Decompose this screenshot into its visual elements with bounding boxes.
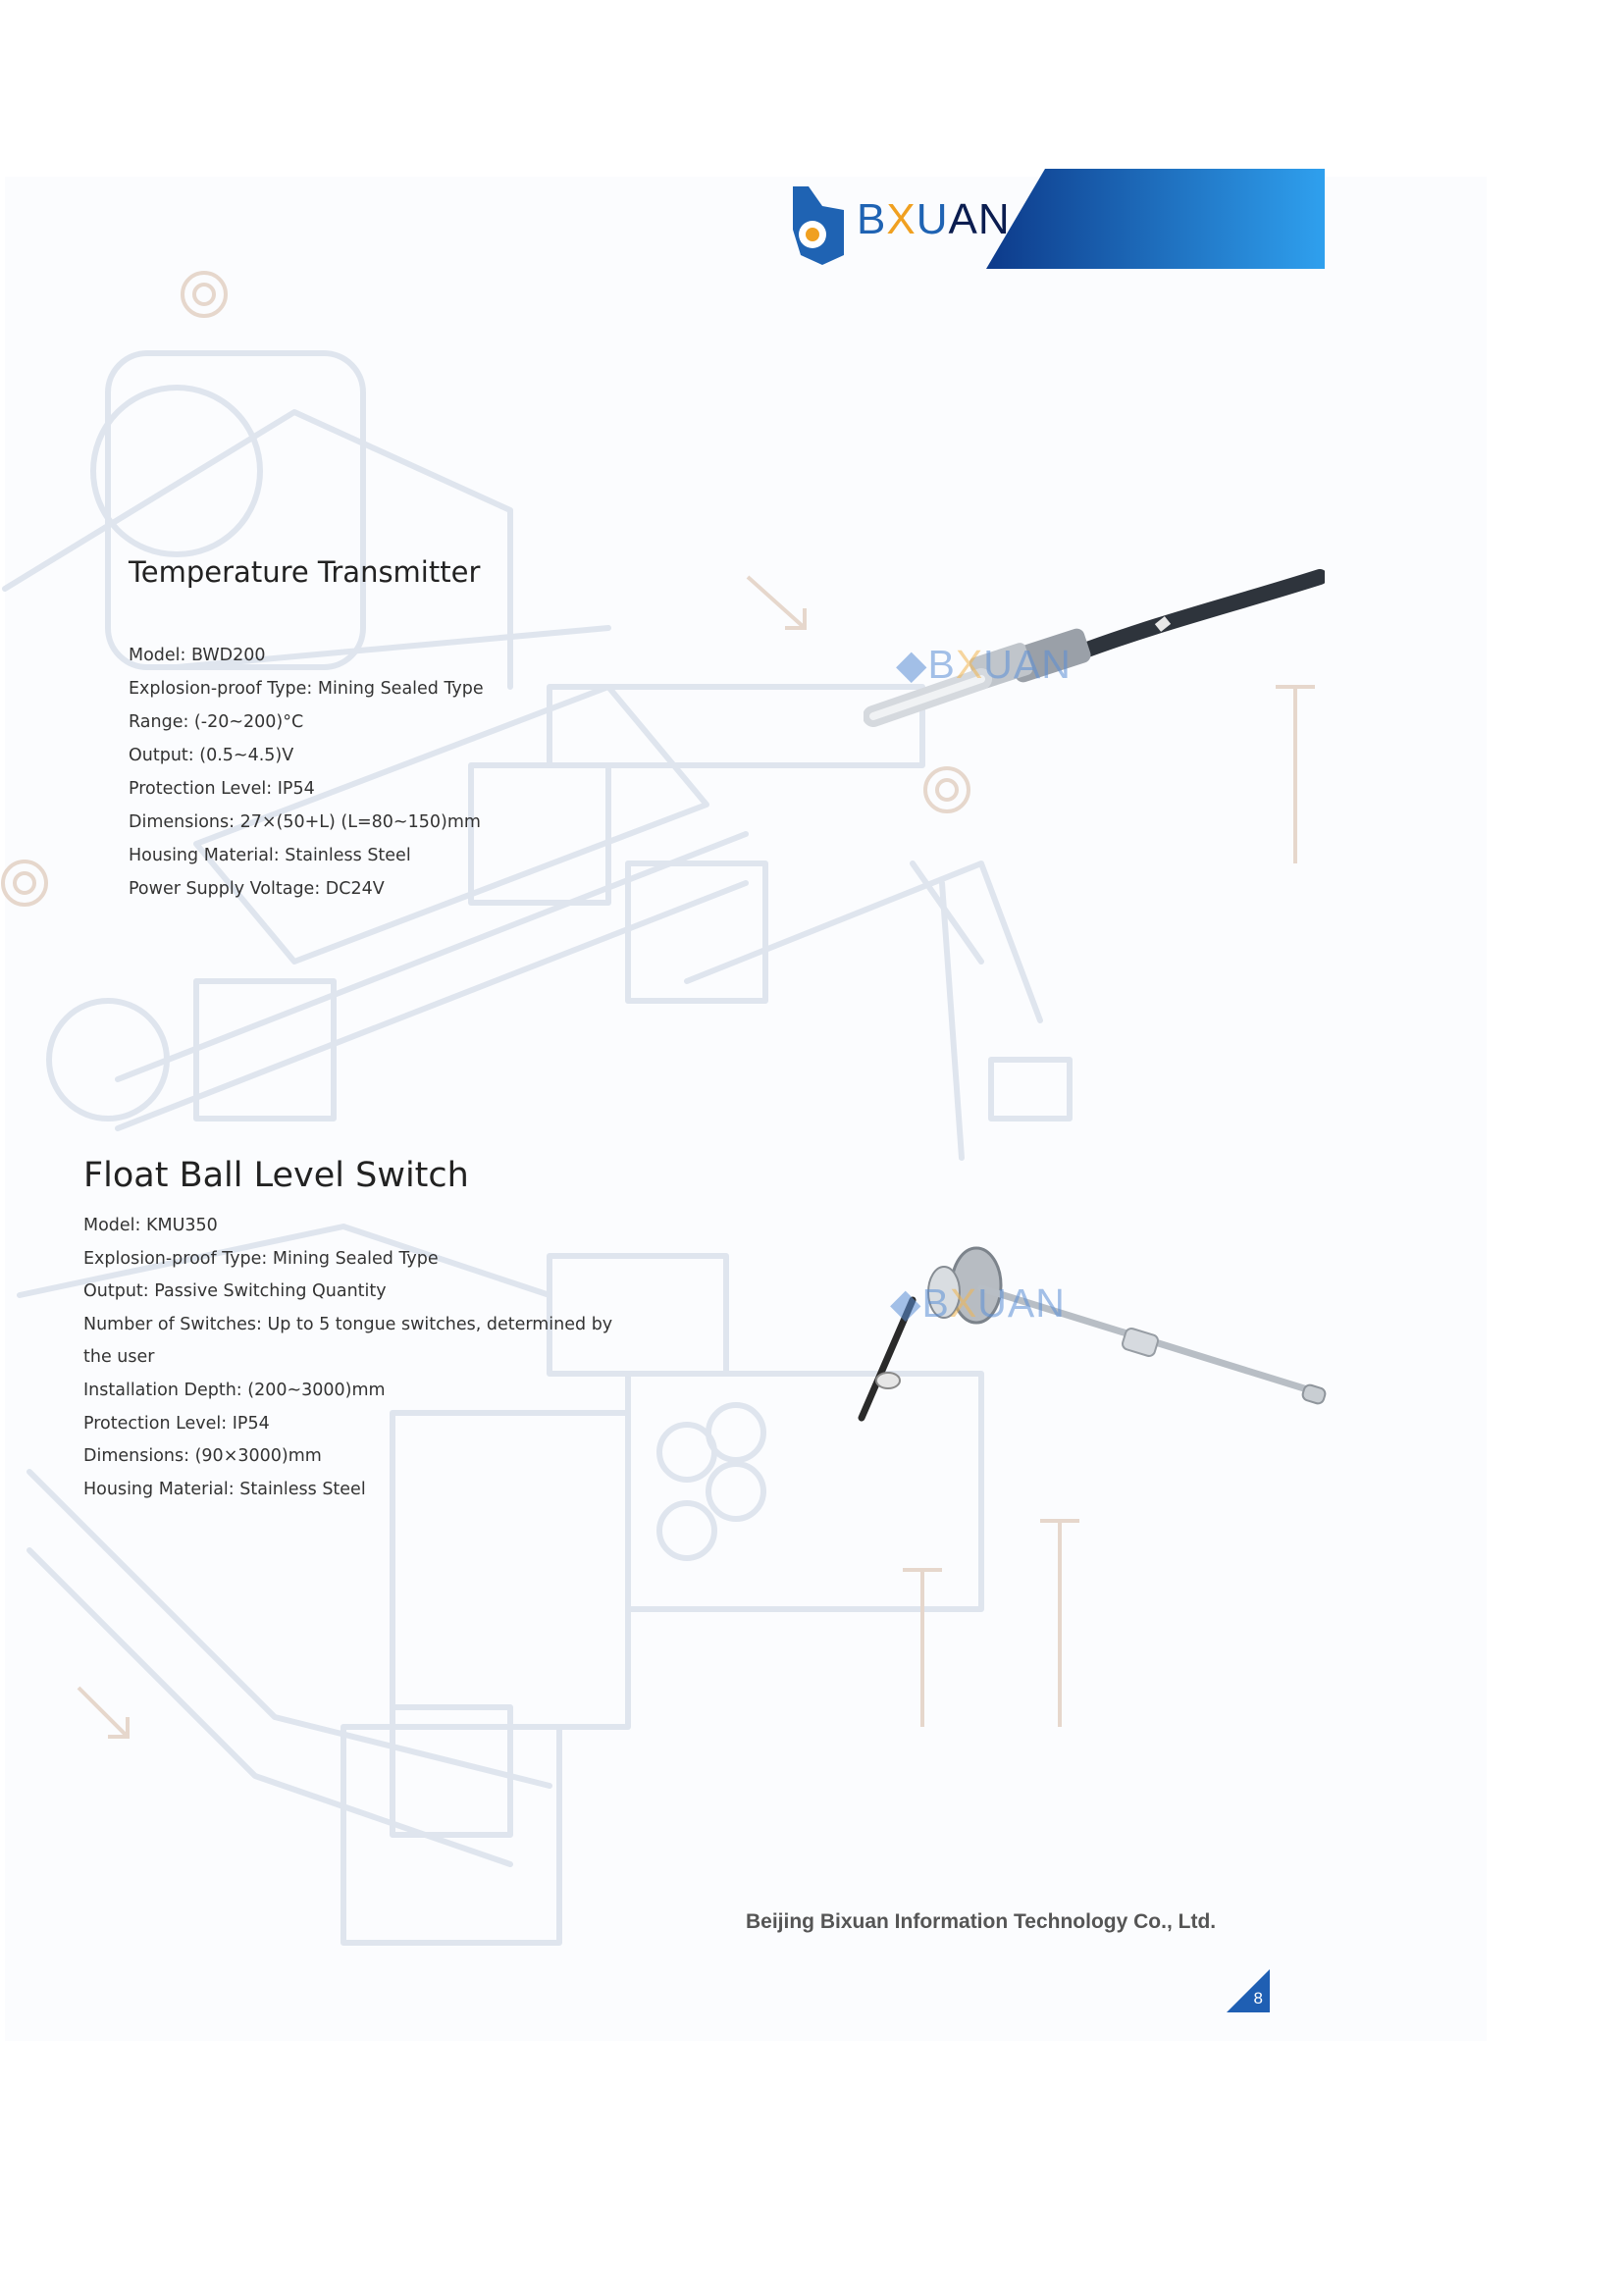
temperature-transmitter-title: Temperature Transmitter bbox=[129, 555, 481, 589]
logo-wordmark: BXUAN bbox=[857, 195, 1011, 243]
float-ball-level-switch-specs bbox=[83, 1210, 612, 1506]
spec-output: Output: (0.5~4.5)V bbox=[129, 746, 294, 765]
watermark-logo-icon: ◆ bbox=[896, 642, 928, 687]
spec-power-supply-voltage: Power Supply Voltage: DC24V bbox=[129, 879, 385, 899]
spec-number-of-switches-cont: the user bbox=[83, 1347, 155, 1368]
page-number: 8 bbox=[1253, 1989, 1263, 2008]
spec-range: Range: (-20~200)°C bbox=[129, 712, 304, 732]
watermark-logo-icon: ◆ bbox=[890, 1280, 922, 1326]
header-logo bbox=[785, 169, 1325, 269]
spec-dimensions: Dimensions: (90×3000)mm bbox=[83, 1446, 322, 1467]
spec-number-of-switches: Number of Switches: Up to 5 tongue switches, determined by bbox=[83, 1314, 613, 1334]
spec-installation-depth: Installation Depth: (200~3000)mm bbox=[83, 1380, 386, 1400]
spec-dimensions: Dimensions: 27×(50+L) (L=80~150)mm bbox=[129, 812, 481, 832]
product-watermark: ◆BXUAN bbox=[896, 642, 1072, 687]
page-number-tab bbox=[1227, 1969, 1270, 2012]
spec-explosion-proof-type: Explosion-proof Type: Mining Sealed Type bbox=[129, 679, 484, 699]
product-watermark: ◆BXUAN bbox=[890, 1280, 1066, 1326]
temperature-transmitter-specs bbox=[129, 639, 484, 906]
spec-protection-level: Protection Level: IP54 bbox=[129, 779, 315, 799]
company-name-footer: Beijing Bixuan Information Technology Co., Ltd. bbox=[746, 1910, 1217, 1933]
float-ball-level-switch-image bbox=[854, 1241, 1335, 1428]
spec-model: Model: BWD200 bbox=[129, 646, 266, 665]
float-ball-level-switch-title: Float Ball Level Switch bbox=[83, 1156, 469, 1195]
spec-housing-material: Housing Material: Stainless Steel bbox=[83, 1479, 366, 1499]
bxuan-logo-icon bbox=[793, 186, 844, 265]
spec-protection-level: Protection Level: IP54 bbox=[83, 1413, 270, 1434]
page-corner-icon bbox=[1227, 1969, 1270, 2012]
spec-housing-material: Housing Material: Stainless Steel bbox=[129, 846, 411, 865]
temperature-transmitter-image bbox=[864, 569, 1325, 746]
spec-model: Model: KMU350 bbox=[83, 1216, 218, 1235]
spec-output: Output: Passive Switching Quantity bbox=[83, 1281, 387, 1302]
spec-explosion-proof-type: Explosion-proof Type: Mining Sealed Type bbox=[83, 1248, 439, 1269]
